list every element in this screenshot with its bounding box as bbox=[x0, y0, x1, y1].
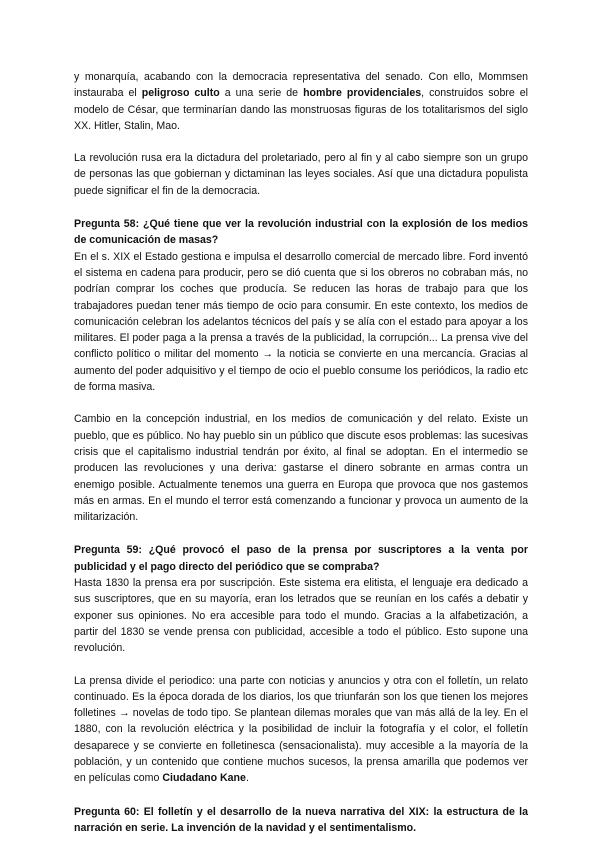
bold-phrase-ciudadano-kane: Ciudadano Kane bbox=[162, 772, 246, 785]
paragraph-revolucion-rusa: La revolución rusa era la dictadura del proletariado, pero al fin y al cabo siempre son un grupo de personas las que gobiernan y dictaminan las leyes sociales. Así que una dictadura populista puede significar el fin de la democracia. bbox=[74, 152, 528, 197]
question-59-heading: Pregunta 59: ¿Qué provocó el paso de la prensa por suscriptores a la venta por publicidad y el pago directo del periódico que se compraba? bbox=[74, 544, 528, 573]
bold-phrase-peligroso-culto: peligroso culto bbox=[141, 87, 220, 100]
text-run: La prensa divide el periodico: una parte con noticias y anuncios y otra con el folletín, un relato continuado. Es la época dorada de los diarios, los que triunfarán son los que tienen los mejores folletines → novelas de todo tipo. Se plantean dilemas morales que van más allá de la ley. En el 1880, con la revolución eléctrica y la posibilidad de incluir la fotografía y el color, el folletín desaparece y se convierte en folletinesca (sensacionalista). muy accesible a la mayoría de la población, y un contenido que contiene muchos sucesos, la prensa amarilla que podemos ver en películas como bbox=[74, 674, 528, 785]
bold-phrase-hombre-providenciales: hombre providenciales bbox=[303, 87, 422, 100]
paragraph-mommsen bbox=[74, 69, 528, 134]
question-58-heading: Pregunta 58: ¿Qué tiene que ver la revolución industrial con la explosión de los medios de comunicación de masas? bbox=[74, 218, 528, 247]
paragraph-folletin bbox=[74, 673, 528, 787]
document-body bbox=[74, 69, 528, 836]
text-run: , construidos sobre el modelo de César, que terminarían dando las monstruosas figuras de los totalitarismos del siglo XX. Hitler, Stalin, Mao. bbox=[74, 87, 529, 132]
paragraph-cambio-concepcion: Cambio en la concepción industrial, en los medios de comunicación y del relato. Existe un pueblo, que es público. No hay pueblo sin un público que discute esos problemas: las sucesivas crisis que el capitalismo industrial tendrán por éxito, al final se adoptan. En el intermedio se producen las revoluciones y una deriva: gastarse el dinero sobrante en armas contra un enemigo posible. Actualmente tenemos una guerra en Europa que provoca que nos gastemos más en armas. En el mundo el terror está comenzando a funcionar y provoca un aumento de la militarización. bbox=[74, 413, 528, 524]
paragraph-answer-58: En el s. XIX el Estado gestiona e impulsa el desarrollo comercial de mercado libre. Ford inventó el sistema en cadena para producir, pero se dió cuenta que si los obreros no cobraban más, no podrían comprar los coches que producía. Se reducen las horas de trabajo para que los trabajadores puedan tener más tiempo de ocio para consumir. En este contexto, los medios de comunicación celebran los adelantos técnicos del país y se alía con el estado para apoyar a los militares. El poder paga a la prensa a través de la publicidad, la corrupción... La prensa vive del conflicto político o militar del momento → la noticia se convierte en una mercancía. Gracias al aumento del poder adquisitivo y el tiempo de ocio el pueblo consume los periódicos, la radio etc de forma masiva. bbox=[74, 250, 528, 394]
text-run: y monarquía, acabando con la democracia representativa del senado. Con ello, Mommsen instauraba el bbox=[74, 71, 528, 100]
text-run: . bbox=[245, 772, 249, 785]
paragraph-answer-59: Hasta 1830 la prensa era por suscripción. Este sistema era elitista, el lenguaje era dedicado a sus suscriptores, que en su mayoría, eran los letrados que se reunían en los cafés a debatir y exponer sus opiniones. No era accesible para todo el mundo. Gracias a la alfabetización, a partir del 1830 se vende prensa con publicidad, accesible a todo el público. Esto supone una revolución. bbox=[74, 577, 528, 655]
text-run: a una serie de bbox=[219, 87, 304, 100]
question-60-heading: Pregunta 60: El folletín y el desarrollo de la nueva narrativa del XIX: la estructura de la narración en serie. La invención de la navidad y el sentimentalismo. bbox=[74, 805, 528, 834]
